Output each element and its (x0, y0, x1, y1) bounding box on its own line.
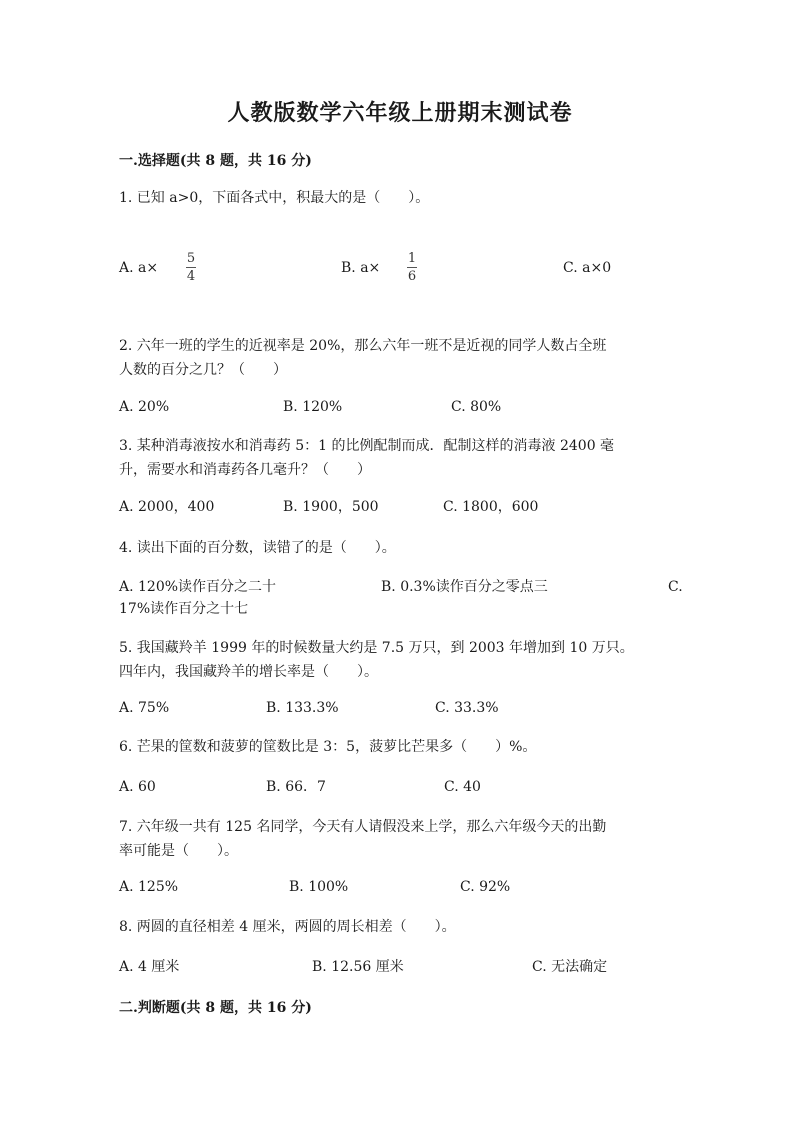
question-5-line-2: 四年内，我国藏羚羊的增长率是（ ）。 (119, 664, 378, 680)
page-title: 人教版数学六年级上册期末测试卷 (227, 100, 573, 126)
q5-option-a: A. 75% (119, 700, 170, 716)
q1-option-b: B. a× (341, 260, 381, 276)
q1-option-c: C. a×0 (563, 260, 612, 276)
q8-option-b: B. 12.56 厘米 (312, 959, 404, 975)
section-heading-choice: 一.选择题(共 8 题，共 16 分) (119, 153, 312, 169)
q4-option-b: B. 0.3%读作百分之零点三 (381, 579, 548, 595)
q1-option-a: A. a× (119, 260, 159, 276)
q4-option-c-text: 17%读作百分之十七 (119, 601, 249, 617)
q3-option-a: A. 2000，400 (119, 499, 215, 515)
q8-option-c: C. 无法确定 (532, 959, 608, 975)
question-4: 4. 读出下面的百分数，读错了的是（ ）。 (119, 540, 396, 556)
fraction-denominator: 4 (186, 269, 196, 284)
question-5 (119, 636, 689, 684)
question-7 (119, 815, 689, 863)
q4-option-a: A. 120%读作百分之二十 (119, 579, 277, 595)
question-7-line-2: 率可能是（ ）。 (119, 843, 238, 859)
q1-option-b-fraction (405, 251, 419, 284)
question-2 (119, 334, 689, 382)
fraction-numerator: 1 (407, 251, 417, 266)
q3-option-b: B. 1900，500 (283, 499, 379, 515)
question-1: 1. 已知 a>0，下面各式中，积最大的是（ ）。 (119, 190, 430, 206)
q7-option-b: B. 100% (289, 879, 349, 895)
question-6: 6. 芒果的筐数和菠萝的筐数比是 3：5，菠萝比芒果多（ ）%。 (119, 739, 537, 755)
question-3-line-1: 3. 某种消毒液按水和消毒药 5：1 的比例配制而成．配制这样的消毒液 2400 毫 (119, 438, 615, 454)
q4-option-c-label: C. (668, 579, 683, 595)
question-2-line-2: 人数的百分之几？（ ） (119, 362, 287, 378)
section-heading-judgment: 二.判断题(共 8 题，共 16 分) (119, 1000, 312, 1016)
q5-option-b: B. 133.3% (266, 700, 339, 716)
fraction-numerator: 5 (186, 251, 196, 266)
question-8: 8. 两圆的直径相差 4 厘米，两圆的周长相差（ ）。 (119, 919, 456, 935)
question-3-line-2: 升，需要水和消毒药各几毫升？（ ） (119, 462, 371, 478)
question-3 (119, 434, 689, 482)
fraction-denominator: 6 (407, 269, 417, 284)
q1-option-a-fraction (184, 251, 198, 284)
question-7-line-1: 7. 六年级一共有 125 名同学，今天有人请假没来上学，那么六年级今天的出勤 (119, 819, 607, 835)
q6-option-c: C. 40 (444, 779, 481, 795)
q7-option-c: C. 92% (460, 879, 511, 895)
question-2-line-1: 2. 六年一班的学生的近视率是 20%，那么六年一班不是近视的同学人数占全班 (119, 338, 607, 354)
q7-option-a: A. 125% (119, 879, 179, 895)
q6-option-b: B. 66．7 (266, 779, 326, 795)
q3-option-c: C. 1800，600 (443, 499, 539, 515)
q6-option-a: A. 60 (119, 779, 156, 795)
q5-option-c: C. 33.3% (435, 700, 499, 716)
q8-option-a: A. 4 厘米 (119, 959, 180, 975)
q2-option-c: C. 80% (451, 399, 502, 415)
q2-option-b: B. 120% (283, 399, 343, 415)
question-5-line-1: 5. 我国藏羚羊 1999 年的时候数量大约是 7.5 万只，到 2003 年增加到 10 万只。 (119, 640, 634, 656)
q2-option-a: A. 20% (119, 399, 170, 415)
